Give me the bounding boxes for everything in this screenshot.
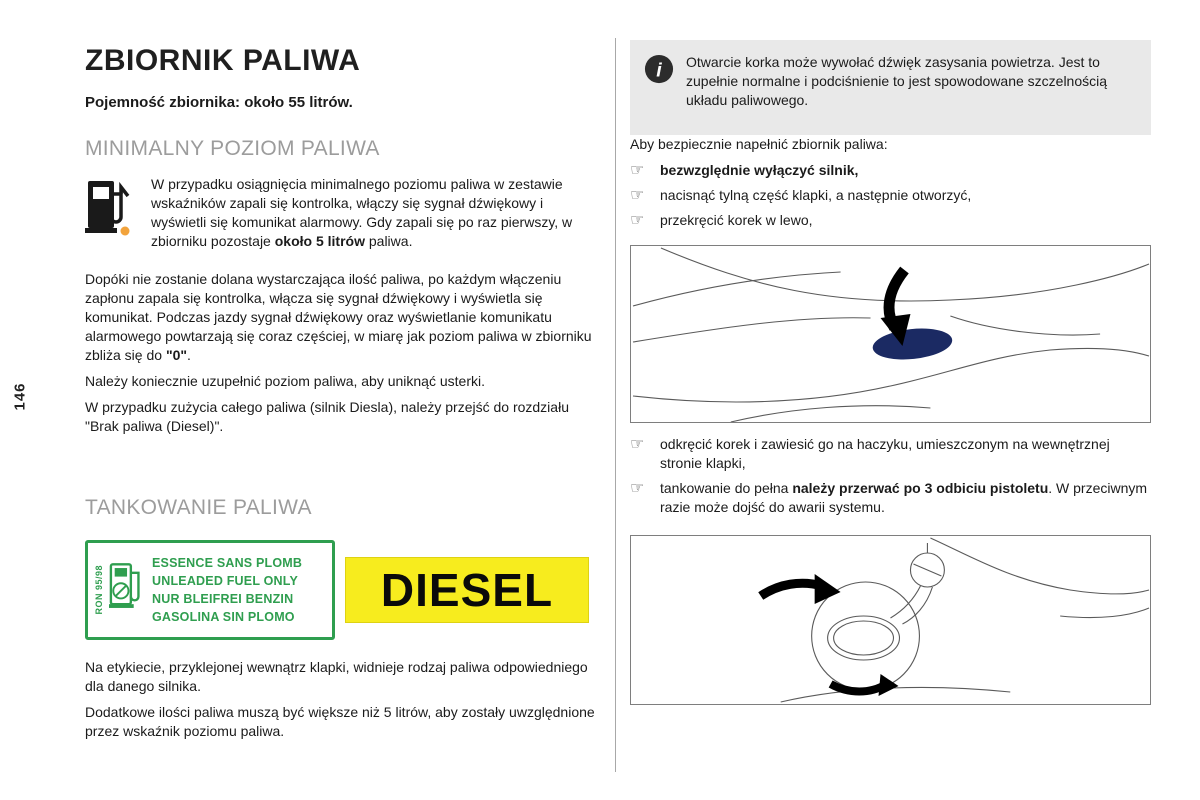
unleaded-fuel-label	[85, 540, 335, 640]
info-box-text: Otwarcie korka może wywołać dźwięk zasysania powietrza. Jest to zupełnie normalne i podciśnienie to jest spowodowane szczelnością układu paliwowego.	[686, 54, 1108, 108]
refuel-step-2-text	[660, 186, 971, 205]
min-level-lead-block	[85, 175, 601, 258]
unleaded-label-line: NUR BLEIFREI BENZIN	[152, 592, 294, 606]
min-level-para-3: Należy koniecznie uzupełnić poziom paliwa, aby uniknąć usterki.	[85, 373, 485, 389]
left-column	[85, 44, 601, 748]
para-text: .	[187, 347, 191, 363]
step-text: odkręcić korek i zawiesić go na haczyku, umieszczonym na wewnętrznej stronie klapki,	[660, 436, 1110, 471]
refuel-step-4	[630, 435, 1151, 473]
fuel-flap-illustration	[630, 245, 1151, 423]
refuel-step-3	[630, 211, 1151, 230]
unleaded-label-text	[152, 556, 302, 624]
para-bold-text: około 5 litrów	[274, 233, 365, 249]
pointing-hand-icon: ☞	[630, 185, 645, 204]
label-info-para-2: Dodatkowe ilości paliwa muszą być większe niż 5 litrów, aby zostały uwzględnione przez wskaźnik poziomu paliwa.	[85, 704, 595, 739]
refuel-step-3-text	[660, 211, 813, 230]
pointing-hand-icon: ☞	[630, 478, 645, 497]
diesel-label-text: DIESEL	[380, 564, 554, 616]
label-info-para-1: Na etykiecie, przyklejonej wewnątrz klapki, widnieje rodzaj paliwa odpowiedniego dla danego silnika.	[85, 659, 588, 694]
step-bold-text: należy przerwać po 3 odbiciu pistoletu	[792, 480, 1049, 496]
para-bold-text: "0"	[165, 347, 187, 363]
ron-rating-text: RON 95/98	[94, 565, 104, 615]
pointing-hand-icon: ☞	[630, 160, 645, 179]
step-text: przekręcić korek w lewo,	[660, 212, 813, 228]
svg-text:i: i	[656, 59, 662, 82]
unleaded-pump-icon	[109, 562, 147, 619]
para-text: Dopóki nie zostanie dolana wystarczająca ilość paliwa, po każdym włączeniu zapłonu zapala się kontrolka, włącza się sygnał dźwiękowy i wyświetla się komunikat. Podczas jazdy sygnał dźwiękowy oraz wyświetlanie komunikatu alarmowego powtarzają się coraz częściej, w miarę jak poziom paliwa w zbiorniku zbliża się do	[85, 271, 592, 363]
refuel-step-2	[630, 186, 1151, 205]
pointing-hand-icon: ☞	[630, 434, 645, 453]
refuel-steps-intro: Aby bezpiecznie napełnić zbiornik paliwa:	[630, 136, 888, 152]
refuel-step-5-text	[660, 479, 1151, 517]
pointing-hand-icon: ☞	[630, 210, 645, 229]
unleaded-label-line: UNLEADED FUEL ONLY	[152, 574, 298, 588]
turn-arrow	[831, 684, 887, 692]
info-box	[630, 40, 1151, 135]
column-divider	[615, 38, 616, 772]
fuel-pump-icon	[85, 175, 139, 258]
fuel-flap-highlight	[871, 325, 954, 363]
page-title: ZBIORNIK PALIWA	[85, 44, 361, 77]
min-level-para-1	[151, 175, 601, 251]
refuel-step-4-text	[660, 435, 1151, 473]
fuel-cap-illustration	[630, 535, 1151, 705]
unleaded-label-line: GASOLINA SIN PLOMO	[152, 610, 295, 624]
info-icon	[644, 54, 674, 84]
refuel-step-1	[630, 161, 1151, 180]
para-text: W przypadku osiągnięcia minimalnego poziomu paliwa w zestawie wskaźników zapali się kontrolka, włączy się sygnał dźwiękowy i wyświetli się komunikat alarmowy. Gdy zapali się po raz pierwszy, w zbiorniku pozostaje	[151, 176, 573, 249]
step-text: nacisnąć tylną część klapki, a następnie otworzyć,	[660, 187, 972, 203]
section-heading-min-level: MINIMALNY POZIOM PALIWA	[85, 137, 380, 160]
right-column	[630, 40, 1151, 717]
step-bold-text: bezwzględnie wyłączyć silnik,	[660, 162, 859, 178]
diesel-fuel-label	[345, 557, 589, 623]
section-heading-refueling: TANKOWANIE PALIWA	[85, 496, 312, 519]
step-text: . W przeciwnym razie może dojść do awarii systemu.	[660, 480, 1148, 515]
push-arrow	[761, 583, 823, 596]
min-level-para-2	[85, 270, 601, 365]
refuel-step-5	[630, 479, 1151, 517]
page-number: 146	[11, 382, 29, 411]
refuel-step-1-text	[660, 161, 858, 180]
step-text: tankowanie do pełna	[660, 480, 793, 496]
low-fuel-warning-dot	[121, 227, 130, 236]
unleaded-label-line: ESSENCE SANS PLOMB	[152, 556, 303, 570]
fuel-labels-row	[85, 540, 601, 640]
para-text: paliwa.	[364, 233, 413, 249]
tank-capacity-text: Pojemność zbiornika: około 55 litrów.	[85, 94, 353, 111]
min-level-para-4: W przypadku zużycia całego paliwa (silnik Diesla), należy przejść do rozdziału "Brak paliwa (Diesel)".	[85, 399, 569, 434]
